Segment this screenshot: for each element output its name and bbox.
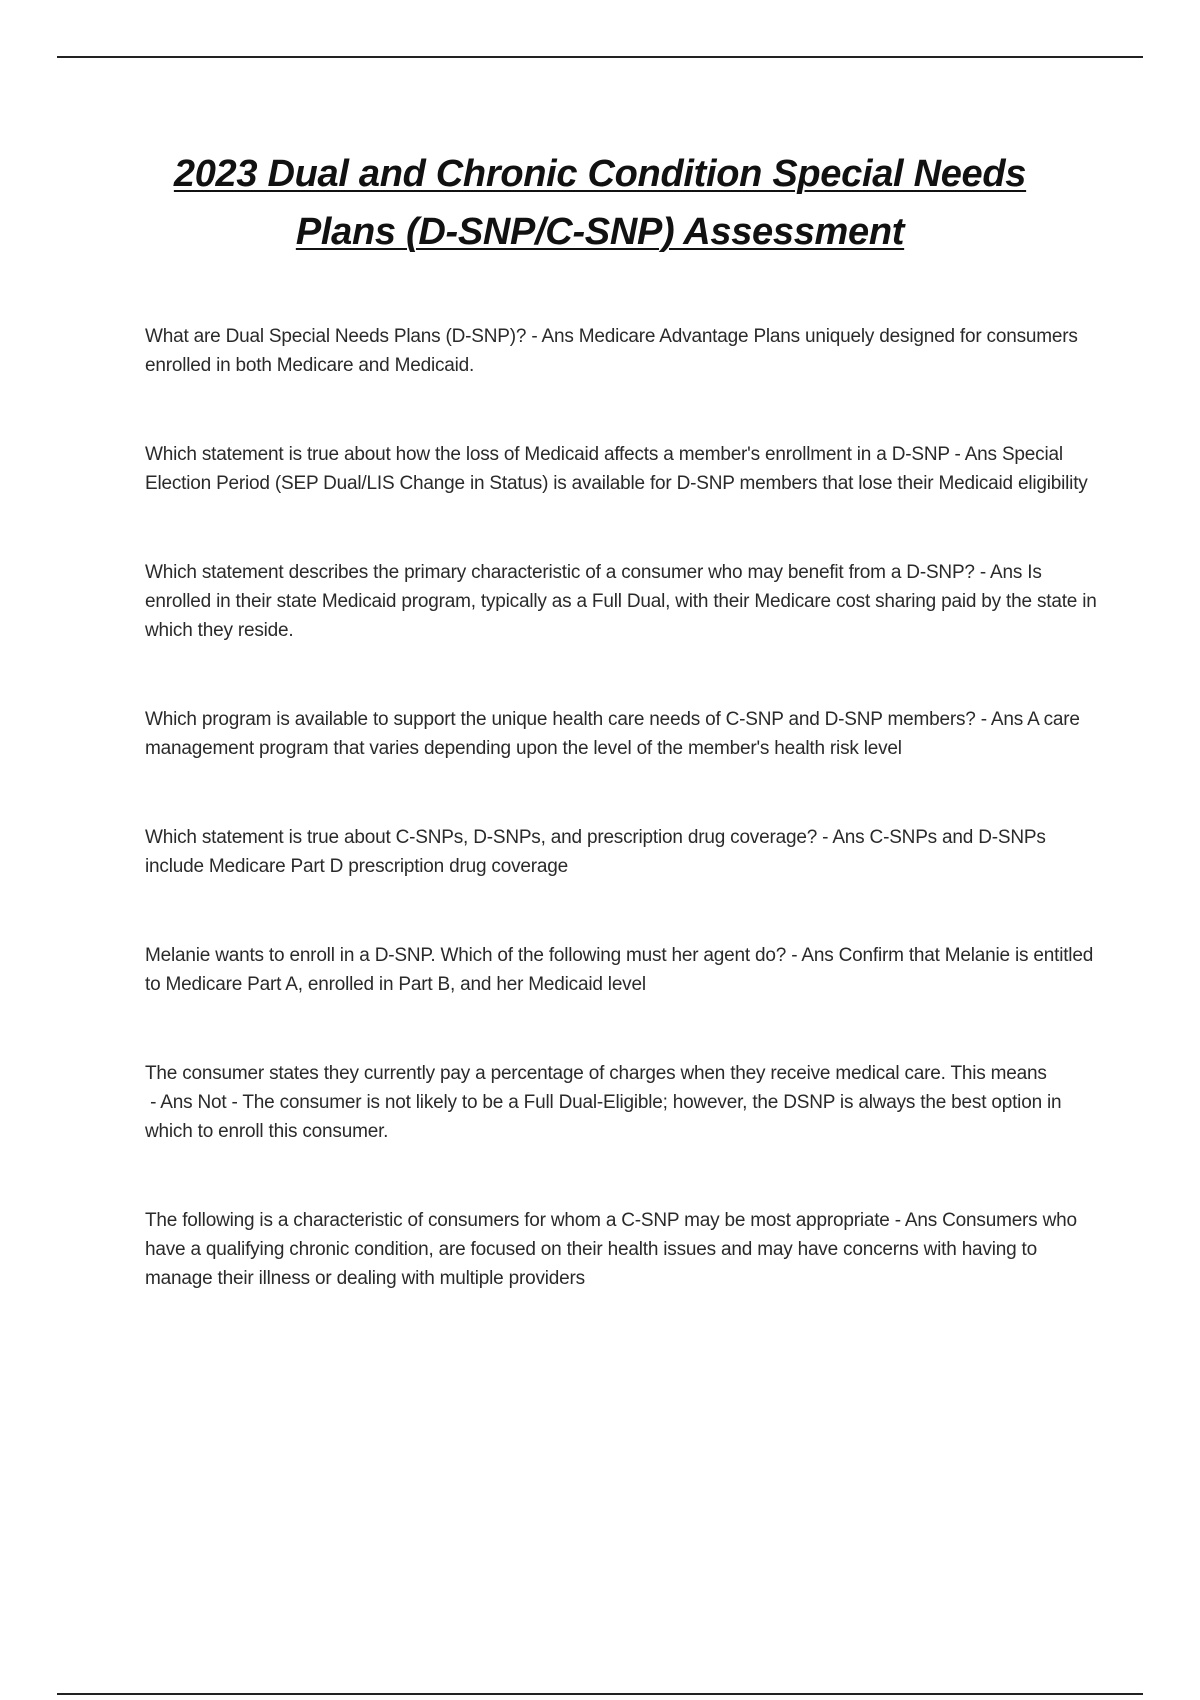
answer-marker: - Ans (974, 562, 1028, 583)
qa-item (145, 322, 1100, 380)
qa-item (145, 558, 1100, 645)
answer-text: C-SNPs and D-SNPs include Medicare Part D prescription drug coverage (145, 827, 1046, 877)
qa-item (145, 941, 1100, 999)
question-text: Which statement describes the primary characteristic of a consumer who may benefit from a D-SNP? (145, 562, 975, 583)
title-line-1: 2023 Dual and Chronic Condition Special Needs (173, 153, 1027, 195)
answer-marker: - Ans (889, 1210, 943, 1231)
question-text: What are Dual Special Needs Plans (D-SNP)? (145, 326, 527, 347)
qa-list (145, 322, 1100, 1353)
question-text: Which program is available to support the unique health care needs of C-SNP and D-SNP members? (145, 709, 976, 730)
answer-marker: - Ans (786, 945, 839, 966)
question-text: Which statement is true about C-SNPs, D-SNPs, and prescription drug coverage? (145, 827, 818, 848)
answer-marker: - Ans (975, 709, 1028, 730)
document-title (100, 145, 1100, 261)
answer-text: Special Election Period (SEP Dual/LIS Change in Status) is available for D-SNP members that lose their Medicaid eligibility (145, 444, 1088, 494)
answer-marker: - Ans (949, 444, 1002, 465)
qa-item (145, 440, 1100, 498)
qa-item (145, 1059, 1100, 1146)
qa-item (145, 1206, 1100, 1293)
answer-text: Medicare Advantage Plans uniquely designed for consumers enrolled in both Medicare and Medicaid. (145, 326, 1078, 376)
answer-marker: - Ans (817, 827, 870, 848)
question-text: Which statement is true about how the loss of Medicaid affects a member's enrollment in a D-SNP (145, 444, 950, 465)
question-text: Melanie wants to enroll in a D-SNP. Which of the following must her agent do? (145, 945, 787, 966)
bottom-rule (57, 1693, 1143, 1695)
answer-text: Consumers who have a qualifying chronic condition, are focused on their health issues and may have concerns with having to manage their illness or dealing with multiple providers (145, 1210, 1077, 1289)
qa-item (145, 705, 1100, 763)
question-text: The following is a characteristic of consumers for whom a C-SNP may be most appropriate (145, 1210, 890, 1231)
qa-item (145, 823, 1100, 881)
answer-text: Not - The consumer is not likely to be a Full Dual-Eligible; however, the DSNP is always the best option in which to enroll this consumer. (145, 1092, 1062, 1142)
answer-text: A care management program that varies depending upon the level of the member's health risk level (145, 709, 1080, 759)
answer-text: Confirm that Melanie is entitled to Medicare Part A, enrolled in Part B, and her Medicaid level (145, 945, 1094, 995)
question-text: The consumer states they currently pay a percentage of charges when they receive medical care. This means (145, 1063, 1047, 1084)
title-line-2: Plans (D-SNP/C-SNP) Assessment (295, 211, 905, 253)
answer-marker: - Ans (145, 1092, 198, 1113)
answer-marker: - Ans (526, 326, 579, 347)
top-rule (57, 56, 1143, 58)
answer-text: Is enrolled in their state Medicaid program, typically as a Full Dual, with their Medicare cost sharing paid by the state in which they reside. (145, 562, 1097, 641)
